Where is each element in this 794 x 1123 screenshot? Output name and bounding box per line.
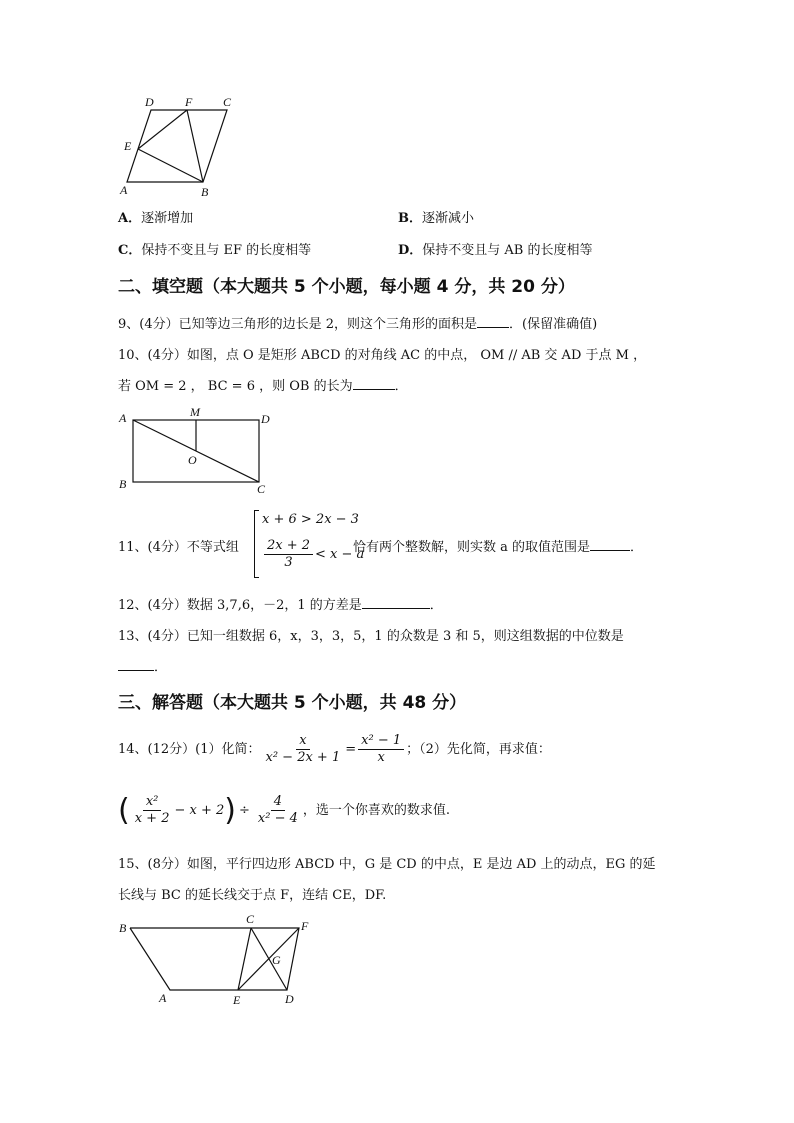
label-b: B xyxy=(119,477,127,491)
fraction-4: $\frac{4}{\text{x² − 4}}$ xyxy=(257,794,298,826)
question-15-line2: 长线与 BC 的延长线交于点 F，连结 CE，DF. xyxy=(118,888,387,903)
question-14-line1: 14、(12分）(1）化简： $\frac{x}{\text{x² − 2x + 1}}$ = $\frac{\text{x² − 1}}{x}$ ；（2）先化简，再求值： xyxy=(118,733,551,765)
label-b: B xyxy=(201,185,209,199)
question-15-line1: 15、(8分）如图，平行四边形 ABCD 中，G 是 CD 的中点，E 是边 AD 上的动点，EG 的延 xyxy=(118,857,656,872)
label-d: D xyxy=(261,412,270,426)
segment-eb xyxy=(138,149,203,182)
question-11-suffix: 恰有两个整数解，则实数 a 的取值范围是 ． xyxy=(353,540,644,555)
section-title-solutions: 三、解答题（本大题共 5 个小题，共 48 分） xyxy=(118,693,467,713)
label-e: E xyxy=(124,139,132,153)
fraction-2: $\frac{\text{x² − 1}}{x}$ xyxy=(358,733,404,766)
answer-blank xyxy=(118,658,154,671)
question-13-answer-line: ． xyxy=(118,656,167,675)
label-a: A xyxy=(119,411,127,425)
inequality-1: x + 6 > 2x − 3 xyxy=(262,512,359,527)
label-a: A xyxy=(120,183,128,197)
label-g: G xyxy=(272,953,281,967)
label-o: O xyxy=(188,453,197,467)
answer-blank xyxy=(353,377,395,390)
question-9: 9、(4分）已知等边三角形的边长是 2，则这个三角形的面积是 ．(保留准确值) xyxy=(118,317,598,332)
label-f: F xyxy=(185,95,193,109)
question-11-prefix: 11、(4分）不等式组 xyxy=(118,540,239,555)
inequality-2: $\frac{2x + 2}{3}$ < x − a xyxy=(262,538,364,571)
option-d: D．保持不变且与 AB 的长度相等 xyxy=(398,243,593,258)
fraction-3: $\frac{\text{x²}}{x + 2}$ xyxy=(134,794,170,826)
label-e: E xyxy=(233,993,241,1007)
fraction: $\frac{2x + 2}{3}$ xyxy=(264,538,313,571)
paren-open: ( xyxy=(118,793,130,828)
option-b: B．逐渐减小 xyxy=(398,211,475,226)
label-c: C xyxy=(223,95,232,109)
label-c: C xyxy=(246,912,255,926)
question-14-line2: ( $\frac{\text{x²}}{x + 2}$ − x + 2) ÷ $\frac{4}{\text{x² − 4}}$ ，选一个你喜欢的数求值. xyxy=(118,793,451,828)
segment-ef xyxy=(238,928,299,990)
question-13: 13、(4分）已知一组数据 6，x，3，3，5，1 的众数是 3 和 5，则这组数据的中位数是 xyxy=(118,629,624,644)
question-10-line1: 10、(4分）如图，点 O 是矩形 ABCD 的对角线 AC 的中点， OM // AB 交 AD 于点 M ， xyxy=(118,348,647,363)
answer-blank xyxy=(477,315,509,328)
answer-blank xyxy=(590,538,630,551)
system-brace xyxy=(254,510,259,578)
fraction-1: $\frac{x}{\text{x² − 2x + 1}}$ xyxy=(265,733,341,765)
paren-close: ) xyxy=(224,793,236,828)
option-a: A．逐渐增加 xyxy=(118,211,194,226)
option-c: C．保持不变且与 EF 的长度相等 xyxy=(118,243,312,258)
question-12: 12、(4分）数据 3,7,6，－2，1 的方差是 ． xyxy=(118,598,443,613)
label-f: F xyxy=(301,919,309,933)
label-a: A xyxy=(159,991,167,1005)
label-d: D xyxy=(145,95,154,109)
segment-ce xyxy=(238,928,251,990)
label-b: B xyxy=(119,921,127,935)
answer-blank xyxy=(362,596,430,609)
segment-fe xyxy=(138,110,187,149)
figure-parallelogram-ef xyxy=(115,92,245,200)
question-10-line2: 若 OM = 2 ， BC = 6 ，则 OB 的长为 ． xyxy=(118,379,408,394)
label-c: C xyxy=(257,482,266,496)
section-title-fill-blank: 二、填空题（本大题共 5 个小题，每小题 4 分，共 20 分） xyxy=(118,277,575,297)
label-m: M xyxy=(190,405,200,419)
segment-fb xyxy=(187,110,203,182)
figure-parallelogram-cefg xyxy=(115,910,325,1010)
figure-rectangle-abcd xyxy=(115,402,280,497)
label-d: D xyxy=(285,992,294,1006)
